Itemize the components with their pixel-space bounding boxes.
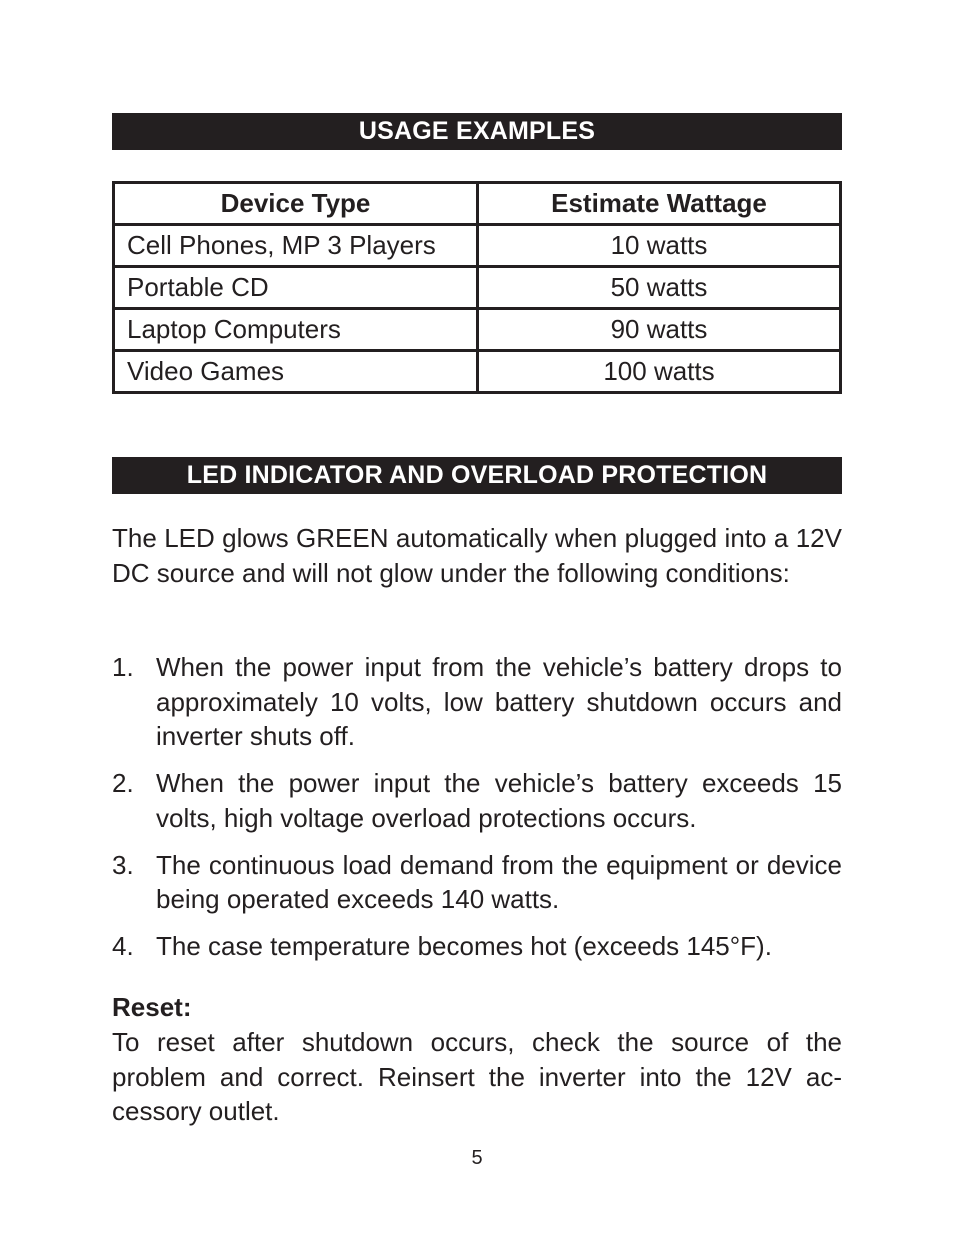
list-item — [112, 650, 842, 754]
wattage-cell: 50 watts — [478, 267, 841, 309]
table-header-row — [114, 183, 841, 225]
device-cell: Video Games — [114, 351, 478, 393]
page-number: 5 — [471, 1147, 483, 1169]
list-text: The continuous load demand from the equipment or device being operated exceeds 140 watts. — [156, 849, 842, 914]
list-item — [112, 848, 842, 917]
reset-paragraph: To reset after shutdown occurs, check the source of the problem and correct. Reinsert the inverter into the 12V ac-cessory outlet. — [112, 1027, 842, 1126]
header-estimate-wattage: Estimate Wattage — [478, 183, 841, 225]
header-device-type: Device Type — [114, 183, 478, 225]
wattage-cell: 10 watts — [478, 225, 841, 267]
device-cell: Portable CD — [114, 267, 478, 309]
led-protection-heading: LED INDICATOR AND OVERLOAD PROTECTION — [112, 457, 842, 494]
list-item — [112, 766, 842, 835]
wattage-cell: 90 watts — [478, 309, 841, 351]
list-number: 2. — [112, 768, 134, 798]
conditions-list — [112, 650, 842, 976]
table-row — [114, 225, 841, 267]
reset-heading: Reset: — [112, 992, 192, 1022]
list-item — [112, 929, 842, 964]
table-row — [114, 267, 841, 309]
table-row — [114, 351, 841, 393]
list-text: When the power input the vehicle’s battery exceeds 15 volts, high voltage overload protections occurs. — [156, 768, 842, 833]
usage-examples-heading: USAGE EXAMPLES — [112, 113, 842, 150]
device-cell: Cell Phones, MP 3 Players — [114, 225, 478, 267]
list-number: 4. — [112, 931, 134, 961]
wattage-cell: 100 watts — [478, 351, 841, 393]
list-number: 3. — [112, 849, 134, 880]
led-intro-paragraph: The LED glows GREEN automatically when plugged into a 12V DC source and will not glow under the following conditions: — [112, 523, 842, 588]
list-text: The case temperature becomes hot (exceeds 145°F). — [156, 931, 772, 961]
list-text: When the power input from the vehicle’s battery drops to approximately 10 volts, low battery shutdown occurs and inverter shuts off. — [156, 652, 842, 751]
list-number: 1. — [112, 652, 134, 682]
table-row — [114, 309, 841, 351]
device-cell: Laptop Computers — [114, 309, 478, 351]
usage-table — [112, 181, 842, 394]
